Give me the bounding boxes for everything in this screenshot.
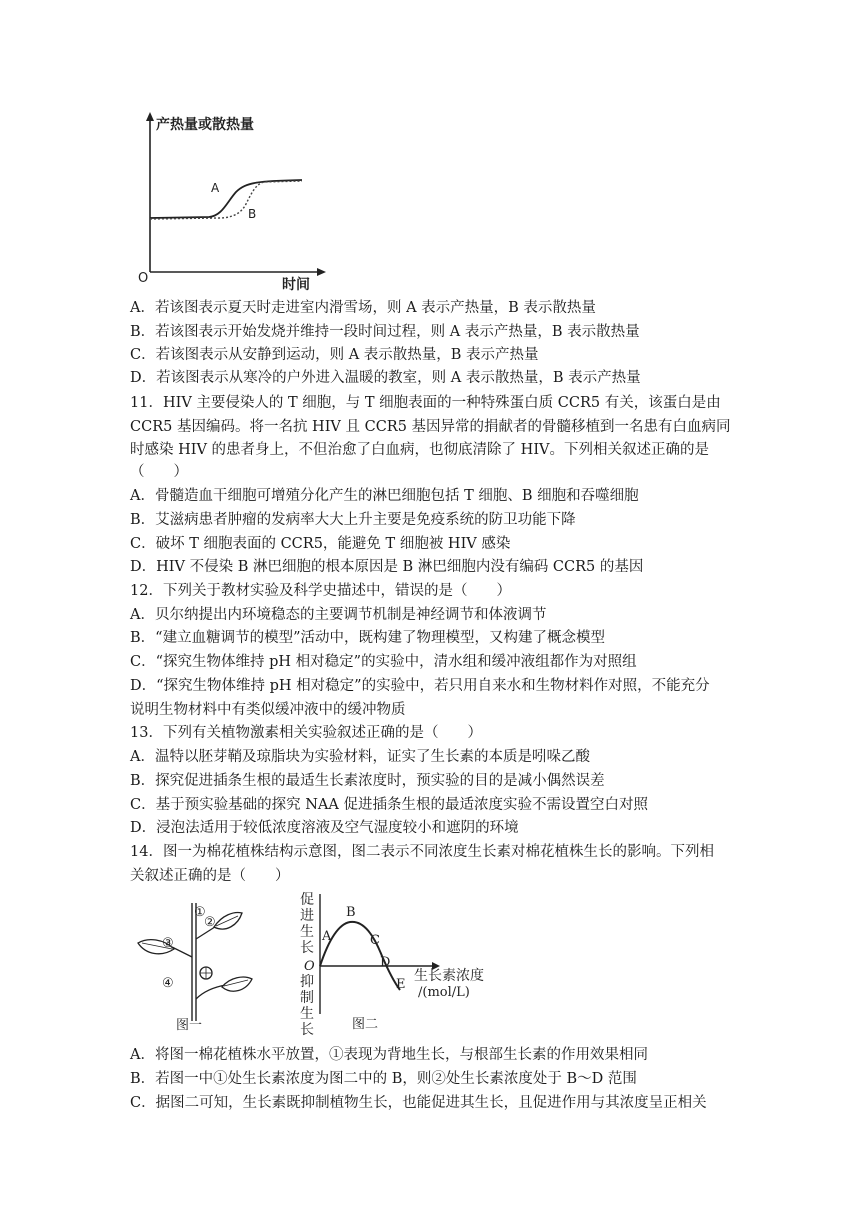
q14-option-c: C．据图二可知，生长素既抑制植物生长，也能促进其生长，且促进作用与其浓度呈正相关 xyxy=(130,1095,707,1111)
q11-stem-2: CCR5 基因编码。将一名抗 HIV 且 CCR5 基因异常的捐献者的骨髓移植到一名患有白血病同 xyxy=(130,419,731,435)
graph-xlabel: 时间 xyxy=(282,277,310,293)
curve-a xyxy=(150,180,302,218)
q14-stem-2: 关叙述正确的是（ ） xyxy=(130,868,290,884)
point-c: C xyxy=(370,933,380,948)
q11-option-a: A．骨髓造血干细胞可增殖分化产生的淋巴细胞包括 T 细胞、B 细胞和吞噬细胞 xyxy=(130,488,639,504)
graph-origin: O xyxy=(138,271,149,286)
q11-stem-1: 11．HIV 主要侵染人的 T 细胞，与 T 细胞表面的一种特殊蛋白质 CCR5 有关，该蛋白是由 xyxy=(130,395,721,411)
q13-stem: 13．下列有关植物激素相关实验叙述正确的是（ ） xyxy=(130,725,482,741)
point-b: B xyxy=(346,905,356,920)
y-top-4: 长 xyxy=(300,940,314,956)
point-e: E xyxy=(396,977,406,992)
mark-3: ③ xyxy=(162,936,174,951)
graph-ylabel: 产热量或散热量 xyxy=(156,117,254,133)
label-a: A xyxy=(211,181,220,195)
q10-option-c: C．若该图表示从安静到运动，则 A 表示散热量，B 表示产热量 xyxy=(130,347,539,363)
fig2-origin: O xyxy=(304,959,315,974)
q10-option-a: A．若该图表示夏天时走进室内滑雪场，则 A 表示产热量，B 表示散热量 xyxy=(130,300,596,316)
q12-option-b: B．“建立血糖调节的模型”活动中，既构建了物理模型，又构建了概念模型 xyxy=(130,630,605,646)
mark-4: ④ xyxy=(162,976,174,991)
heat-graph xyxy=(134,108,334,293)
q12-option-a: A．贝尔纳提出内环境稳态的主要调节机制是神经调节和体液调节 xyxy=(130,607,547,623)
x-label-1: 生长素浓度 xyxy=(414,968,484,984)
y-top-1: 促 xyxy=(300,892,314,908)
cotton-plant-figure xyxy=(134,895,264,1035)
auxin-curve-figure xyxy=(290,886,520,1036)
point-d: D xyxy=(380,955,391,970)
y-top-3: 生 xyxy=(300,924,314,940)
q10-option-d: D．若该图表示从寒冷的户外进入温暖的教室，则 A 表示散热量，B 表示产热量 xyxy=(130,370,641,386)
q12-option-d-cont: 说明生物材料中有类似缓冲液中的缓冲物质 xyxy=(130,702,406,718)
q13-option-b: B．探究促进插条生根的最适生长素浓度时，预实验的目的是减小偶然误差 xyxy=(130,773,605,789)
point-a: A xyxy=(322,929,332,944)
y-bottom-1: 抑 xyxy=(300,974,314,990)
q12-option-d: D．“探究生物体维持 pH 相对稳定”的实验中，若只用自来水和生物材料作对照，不能充分 xyxy=(130,678,710,694)
label-b: B xyxy=(248,207,257,221)
q13-option-c: C．基于预实验基础的探究 NAA 促进插条生根的最适浓度实验不需设置空白对照 xyxy=(130,797,648,813)
q11-option-d: D．HIV 不侵染 B 淋巴细胞的根本原因是 B 淋巴细胞内没有编码 CCR5 的基因 xyxy=(130,559,644,575)
q14-option-b: B．若图一中①处生长素浓度为图二中的 B，则②处生长素浓度处于 B～D 范围 xyxy=(130,1071,637,1087)
q13-option-a: A．温特以胚芽鞘及琼脂块为实验材料，证实了生长素的本质是吲哚乙酸 xyxy=(130,749,590,765)
fig1-caption: 图一 xyxy=(176,1018,203,1033)
q12-stem: 12．下列关于教材实验及科学史描述中，错误的是（ ） xyxy=(130,583,511,599)
q14-stem-1: 14．图一为棉花植株结构示意图，图二表示不同浓度生长素对棉花植株生长的影响。下列相 xyxy=(130,844,714,860)
plant-stem xyxy=(192,903,196,1021)
x-label-2: /(mol/L) xyxy=(418,985,470,1000)
q13-option-d: D．浸泡法适用于较低浓度溶液及空气湿度较小和遮阴的环境 xyxy=(130,820,519,836)
q14-option-a: A．将图一棉花植株水平放置，①表现为背地生长，与根部生长素的作用效果相同 xyxy=(130,1047,648,1063)
y-bottom-3: 生 xyxy=(300,1006,314,1022)
mark-2: ② xyxy=(204,915,216,930)
q11-stem-4: （ ） xyxy=(130,464,188,480)
q10-option-b: B．若该图表示开始发烧并维持一段时间过程，则 A 表示产热量，B 表示散热量 xyxy=(130,324,640,340)
y-bottom-4: 长 xyxy=(300,1022,314,1036)
curve-b xyxy=(150,181,302,219)
mark-1: ① xyxy=(194,905,206,920)
q11-option-c: C．破坏 T 细胞表面的 CCR5，能避免 T 细胞被 HIV 感染 xyxy=(130,536,511,552)
q12-option-c: C．“探究生物体维持 pH 相对稳定”的实验中，清水组和缓冲液组都作为对照组 xyxy=(130,654,637,670)
fig2-caption: 图二 xyxy=(352,1017,379,1032)
y-top-2: 进 xyxy=(300,908,314,924)
leaf-lower-right xyxy=(222,977,252,991)
y-bottom-2: 制 xyxy=(300,990,314,1006)
q11-option-b: B．艾滋病患者肿瘤的发病率大大上升主要是免疫系统的防卫功能下降 xyxy=(130,512,576,528)
branch-left xyxy=(172,947,192,957)
q11-stem-3: 时感染 HIV 的患者身上，不但治愈了白血病，也彻底清除了 HIV。下列相关叙述正确的是 xyxy=(130,442,710,458)
